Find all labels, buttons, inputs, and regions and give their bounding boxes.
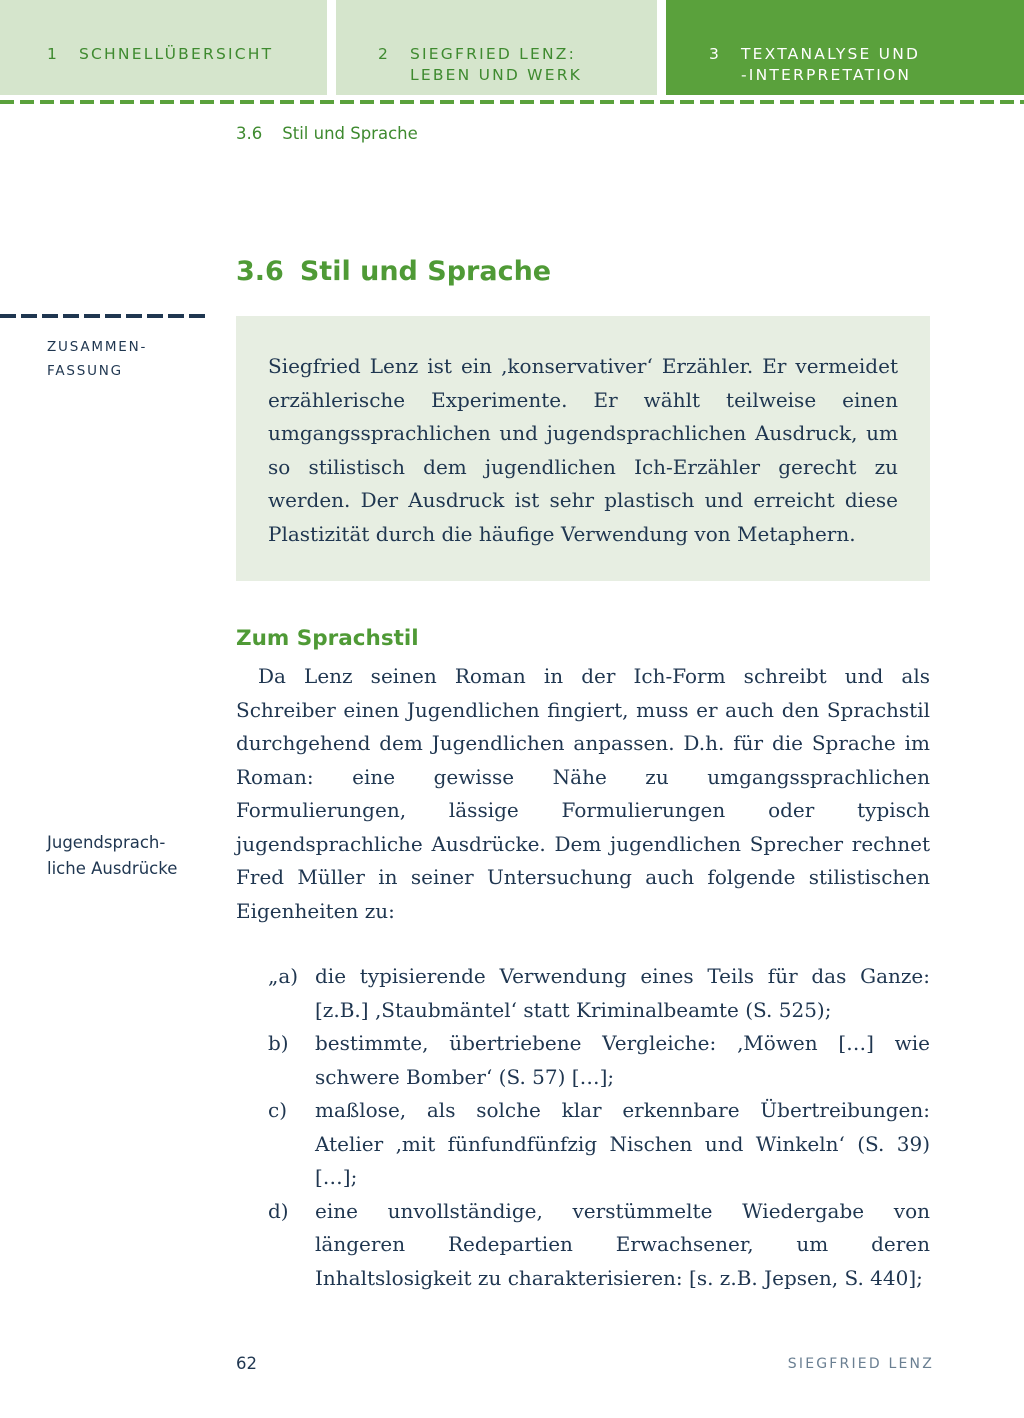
summary-text: Siegfried Lenz ist ein ‚konservativer‘ Erzähler. Er vermeidet erzählerische Experimente. Er wählt teilweise einen umgangssprachlichen und jugendsprachlichen Ausdruck, um so stilistisch dem jugendlichen Ich-Erzähler gerecht zu werden. Der Ausdruck ist sehr plastisch und erreicht diese Plastizität durch die häufige Verwendung von Metaphern. (268, 354, 898, 546)
tab-textanalyse-active[interactable] (666, 0, 1024, 95)
margin-note-line: Jugendsprach- (47, 833, 166, 852)
summary-dashed-divider (0, 314, 206, 318)
header-dashed-divider (0, 100, 1024, 104)
footer-book-title: SIEGFRIED LENZ (787, 1356, 934, 1372)
summary-label-line: FASSUNG (47, 363, 123, 379)
list-item-text: maßlose, als solche klar erkennbare Übertreibungen: Atelier ‚mit fünfundfünfzig Nischen und Winkeln‘ (S. 39) […]; (315, 1098, 930, 1189)
margin-note-line: liche Ausdrücke (47, 859, 178, 878)
tab-leben-und-werk[interactable] (336, 0, 657, 95)
tab-number: 3 (709, 45, 722, 63)
tab-label-line: -INTERPRETATION (741, 66, 912, 84)
list-item (268, 1195, 930, 1296)
tab-label-line: TEXTANALYSE UND (741, 45, 921, 63)
section-number: 3.6 (236, 256, 284, 287)
running-header-number: 3.6 (236, 124, 263, 143)
list-item (268, 960, 930, 1027)
body-paragraph: Da Lenz seinen Roman in der Ich-Form schreibt und als Schreiber einen Jugendlichen fingiert, muss er auch den Sprachstil durchgehend dem Jugendlichen anpassen. D.h. für die Sprache im Roman: eine gewisse Nähe zu umgangssprachlichen Formulierungen, lässige Formulierungen oder typisch jugendsprachliche Ausdrücke. Dem jugendlichen Sprecher rechnet Fred Müller in seiner Untersuchung auch folgende stilistischen Eigenheiten zu: (236, 664, 930, 923)
list-marker: d) (268, 1198, 289, 1223)
section-title (236, 256, 551, 287)
running-header-title: Stil und Sprache (282, 124, 418, 143)
list-marker: c) (268, 1098, 288, 1122)
list-item-text: bestimmte, übertriebene Vergleiche: ‚Möwen […] wie schwere Bomber‘ (S. 57) […]; (315, 1031, 930, 1089)
tab-label-line: LEBEN UND WERK (410, 66, 583, 84)
summary-label-line: ZUSAMMEN- (47, 339, 148, 355)
tab-label (410, 44, 582, 86)
list-item-text: die typisierende Verwendung eines Teils für das Ganze: [z.B.] ‚Staubmäntel‘ statt Kriminalbeamte (S. 525); (315, 964, 930, 1022)
stylistic-features-list (268, 960, 930, 1295)
page-number: 62 (236, 1354, 257, 1373)
tab-number: 1 (47, 45, 60, 63)
tab-number: 2 (378, 45, 391, 63)
tab-label-line: SIEGFRIED LENZ: (410, 45, 576, 63)
subheading: Zum Sprachstil (236, 626, 419, 651)
list-marker: „a) (268, 964, 299, 988)
list-item-text: eine unvollständige, verstümmelte Wiedergabe von längeren Redepartien Erwachsener, um deren Inhaltslosigkeit zu charakterisieren: [s. z.B. Jepsen, S. 440]; (315, 1198, 930, 1290)
margin-note (47, 830, 207, 882)
running-header (236, 124, 418, 143)
tab-label (741, 44, 920, 86)
list-item (268, 1027, 930, 1094)
section-title-text: Stil und Sprache (299, 256, 552, 287)
tab-label: SCHNELLÜBERSICHT (79, 45, 274, 63)
summary-margin-label (47, 335, 197, 383)
list-item (268, 1094, 930, 1195)
tab-schnelluebersicht[interactable] (0, 0, 327, 95)
summary-box (236, 316, 930, 581)
list-marker: b) (268, 1031, 289, 1055)
